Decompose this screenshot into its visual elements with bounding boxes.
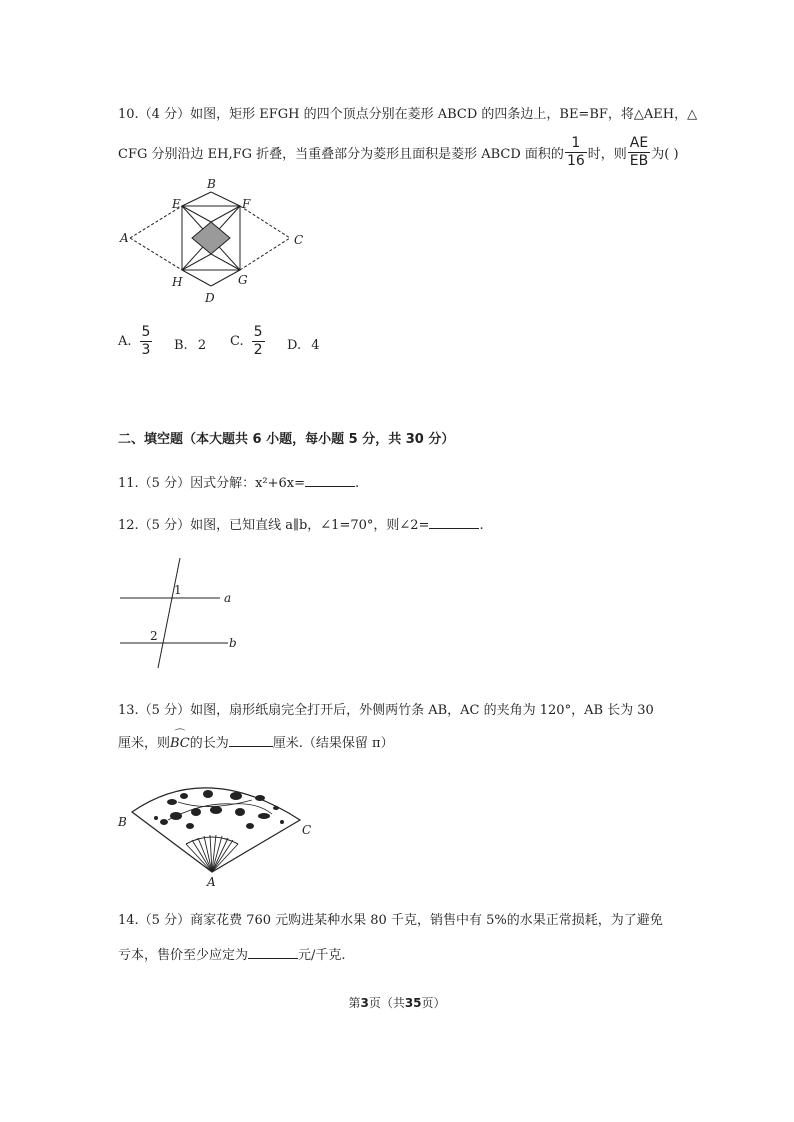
frac-denominator: 2 bbox=[253, 342, 263, 358]
label-line-b: b bbox=[229, 636, 237, 650]
q14-line1: 14.（5 分）商家花费 760 元购进某种水果 80 千克，销售中有 5%的水果正常损耗，为了避免 bbox=[118, 913, 663, 928]
q13-line2-before: 厘米，则 bbox=[118, 736, 171, 751]
label-b: B bbox=[118, 815, 127, 829]
q12-parallel-lines-figure bbox=[116, 556, 246, 674]
transversal-line bbox=[158, 558, 180, 668]
side-ah bbox=[130, 238, 182, 270]
arc-bc-label: ⌒ BC bbox=[170, 736, 190, 751]
q14-line2-before: 亏本，售价至少应定为 bbox=[118, 948, 249, 963]
fan-outer-sector bbox=[132, 788, 300, 872]
side-dg bbox=[211, 270, 240, 286]
q10-line1: 10.（4 分）如图，矩形 EFGH 的四个顶点分别在菱形 ABCD 的四条边上，BE=BF，将△AEH，△ bbox=[118, 107, 698, 122]
label-line-a: a bbox=[224, 591, 232, 605]
side-hd bbox=[182, 270, 211, 286]
q10-line2 bbox=[118, 132, 679, 172]
option-fraction bbox=[140, 324, 153, 359]
fold-line-6 bbox=[211, 254, 240, 270]
page-footer bbox=[0, 994, 794, 1011]
label-a: A bbox=[207, 875, 216, 889]
q10-line2-mid: 时，则 bbox=[587, 146, 627, 162]
answer-blank bbox=[248, 944, 298, 959]
frac-denominator: 16 bbox=[566, 152, 585, 169]
q10-fraction-ae-eb bbox=[628, 135, 650, 170]
frac-numerator: AE bbox=[628, 135, 650, 153]
q11-text: 11.（5 分）因式分解：x²+6x= bbox=[118, 476, 306, 491]
q11 bbox=[118, 472, 359, 493]
answer-blank bbox=[429, 514, 479, 529]
option-value: 4 bbox=[311, 338, 320, 353]
answer-blank bbox=[305, 472, 355, 487]
label-h: H bbox=[172, 275, 183, 289]
label-f: F bbox=[242, 197, 251, 211]
q13-line1: 13.（5 分）如图，扇形纸扇完全打开后，外侧两竹条 AB，AC 的夹角为 120°，AB 长为 30 bbox=[118, 703, 654, 718]
fold-line-4 bbox=[211, 206, 240, 222]
q13-line2 bbox=[118, 732, 394, 753]
footer-prefix: 第 bbox=[348, 996, 361, 1010]
label-c: C bbox=[294, 233, 304, 247]
q10-option-b bbox=[174, 338, 206, 353]
fold-line-5 bbox=[182, 254, 211, 270]
q10-line2-after: 为( ) bbox=[651, 146, 679, 162]
q10-line2-before: CFG 分别沿边 EH,FG 折叠，当重叠部分为菱形且面积是菱形 ABCD 面积的 bbox=[118, 146, 564, 162]
fold-line-3 bbox=[182, 206, 211, 222]
q12-end: . bbox=[479, 518, 484, 533]
label-e: E bbox=[172, 197, 181, 211]
label-a: A bbox=[120, 231, 129, 245]
answer-blank bbox=[229, 732, 273, 747]
option-fraction bbox=[252, 324, 265, 359]
section-title: 二、填空题（本大题共 6 小题，每小题 5 分，共 30 分） bbox=[118, 432, 455, 447]
q12 bbox=[118, 514, 484, 535]
option-letter: C. bbox=[230, 334, 244, 349]
frac-numerator: 5 bbox=[253, 324, 263, 340]
q13-line2-after: 厘米.（结果保留 π） bbox=[272, 736, 394, 751]
frac-denominator: EB bbox=[629, 152, 649, 169]
footer-page-number: 3 bbox=[360, 996, 369, 1010]
q14-line2-after: 元/千克. bbox=[298, 948, 346, 963]
q10-option-a bbox=[118, 324, 153, 359]
q13-fan-figure bbox=[112, 772, 322, 890]
label-c: C bbox=[302, 823, 312, 837]
q10-option-c bbox=[230, 324, 266, 359]
frac-numerator: 1 bbox=[565, 135, 587, 153]
option-letter: A. bbox=[118, 334, 132, 349]
footer-total-pages: 35 bbox=[404, 996, 422, 1010]
side-eb bbox=[182, 192, 211, 206]
option-letter: D. bbox=[287, 338, 302, 353]
side-bf bbox=[211, 192, 240, 206]
q10-option-d bbox=[287, 338, 320, 353]
footer-mid: 页（共 bbox=[368, 996, 405, 1010]
side-gc bbox=[240, 238, 290, 270]
label-d: D bbox=[205, 291, 215, 305]
label-g: G bbox=[238, 273, 248, 287]
q11-end: . bbox=[355, 476, 360, 491]
option-letter: B. bbox=[174, 338, 188, 353]
frac-numerator: 5 bbox=[141, 324, 151, 340]
angle-1-label: 1 bbox=[174, 583, 182, 597]
footer-suffix: 页） bbox=[421, 996, 446, 1010]
q12-text: 12.（5 分）如图，已知直线 a∥b，∠1=70°，则∠2= bbox=[118, 518, 430, 533]
q13-line2-mid: 的长为 bbox=[189, 736, 229, 751]
frac-denominator: 3 bbox=[141, 342, 151, 358]
option-value: 2 bbox=[197, 338, 207, 353]
q10-fraction-1-16 bbox=[565, 135, 587, 170]
q10-rhombus-figure bbox=[112, 178, 312, 308]
shaded-overlap-rhombus bbox=[192, 222, 230, 254]
angle-2-label: 2 bbox=[150, 629, 158, 643]
label-b: B bbox=[207, 178, 216, 191]
q14-line2 bbox=[118, 944, 346, 965]
